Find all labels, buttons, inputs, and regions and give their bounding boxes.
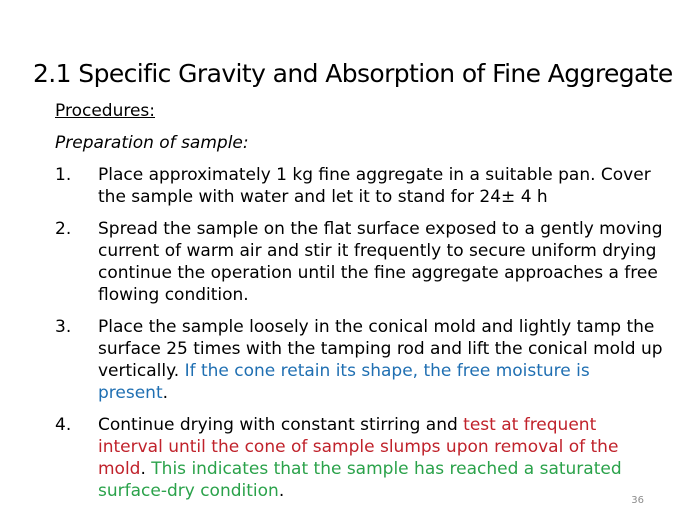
step-number: 2. [55, 219, 72, 239]
procedure-steps [55, 164, 665, 502]
subsection-heading: Preparation of sample: [55, 133, 249, 153]
step-text: . [140, 459, 152, 479]
step-number: 1. [55, 165, 72, 185]
step-text: Place approximately 1 kg fine aggregate in a suitable pan. Cover the sample with water and let it to stand for 24± 4 h [98, 165, 651, 207]
step-text-highlight-red: test at frequent interval until the cone of sample slumps upon removal of the mold [98, 415, 619, 479]
procedure-step-1 [55, 164, 665, 208]
step-text: . [162, 383, 169, 403]
step-text: Spread the sample on the flat surface exposed to a gently moving current of warm air and stir it frequently to secure uniform drying continue the operation until the fine aggregate approaches a free flowing condition. [98, 219, 663, 305]
step-text: Continue drying with constant stirring and [98, 415, 464, 435]
step-text-highlight-blue: If the cone retain its shape, the free moisture is present [98, 361, 590, 403]
procedure-step-3 [55, 316, 665, 404]
step-number: 4. [55, 415, 72, 435]
page-number: 36 [631, 495, 644, 506]
slide-body [55, 100, 665, 512]
step-text-highlight-green: This indicates that the sample has reached a saturated surface-dry condition [98, 459, 622, 501]
procedure-step-4 [55, 414, 665, 502]
step-text: . [278, 481, 285, 501]
slide-title: 2.1 Specific Gravity and Absorption of Fine Aggregate [33, 59, 673, 88]
procedure-step-2 [55, 218, 665, 306]
section-heading: Procedures: [55, 101, 155, 121]
step-number: 3. [55, 317, 72, 337]
step-text: Place the sample loosely in the conical mold and lightly tamp the surface 25 times with the tamping rod and lift the conical mold up vertically. [98, 317, 663, 381]
